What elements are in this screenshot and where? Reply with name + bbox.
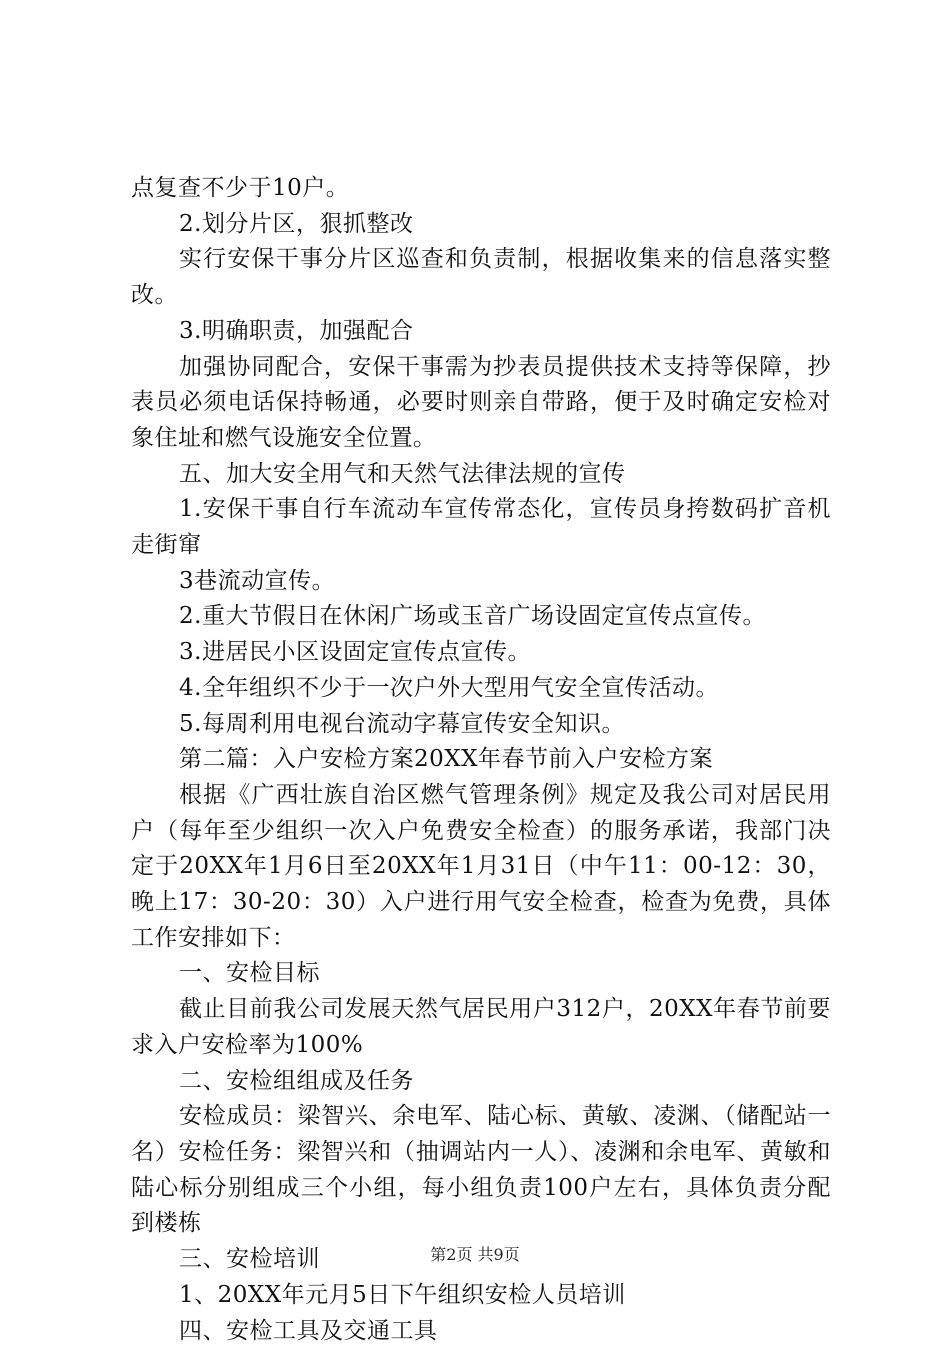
body-paragraph: 三、安检培训 [131, 1242, 831, 1278]
body-paragraph: 根据《广西壮族自治区燃气管理条例》规定及我公司对居民用户（每年至少组织一次入户免费安全检查）的服务承诺，我部门决定于20XX年1月6日至20XX年1月31日（中午11：00-12：30，晚上17：30-20：30）入户进行用气安全检查，检查为免费，具体工作安排如下： [131, 778, 831, 957]
body-paragraph: 二、安检组组成及任务 [131, 1064, 831, 1100]
body-paragraph: 五、加大安全用气和天然气法律法规的宣传 [131, 457, 831, 493]
body-paragraph: 3巷流动宣传。 [131, 564, 831, 600]
body-paragraph: 2.重大节假日在休闲广场或玉音广场设固定宣传点宣传。 [131, 599, 831, 635]
body-paragraph: 3.明确职责，加强配合 [131, 314, 831, 350]
body-paragraph: 5.每周利用电视台流动字幕宣传安全知识。 [131, 707, 831, 743]
body-paragraph: 1、20XX年元月5日下午组织安检人员培训 [131, 1278, 831, 1314]
body-paragraph: 加强协同配合，安保干事需为抄表员提供技术支持等保障，抄表员必须电话保持畅通，必要时则亲自带路，便于及时确定安检对象住址和燃气设施安全位置。 [131, 350, 831, 457]
page-footer: 第2页 共9页 [0, 1242, 950, 1265]
body-paragraph: 1.安保干事自行车流动车宣传常态化，宣传员身挎数码扩音机走街窜 [131, 492, 831, 563]
body-paragraph: 3.进居民小区设固定宣传点宣传。 [131, 635, 831, 671]
body-paragraph: 一、安检目标 [131, 956, 831, 992]
body-paragraph: 第二篇：入户安检方案20XX年春节前入户安检方案 [131, 742, 831, 778]
body-paragraph: 2.划分片区，狠抓整改 [131, 207, 831, 243]
document-body [131, 171, 831, 1349]
body-paragraph: 点复查不少于10户。 [131, 171, 831, 207]
body-paragraph: 4.全年组织不少于一次户外大型用气安全宣传活动。 [131, 671, 831, 707]
body-paragraph: 实行安保干事分片区巡查和负责制，根据收集来的信息落实整改。 [131, 242, 831, 313]
body-paragraph: 安检成员：梁智兴、余电军、陆心标、黄敏、凌渊、（储配站一名）安检任务：梁智兴和（抽调站内一人）、凌渊和余电军、黄敏和陆心标分别组成三个小组，每小组负责100户左右，具体负责分配到楼栋 [131, 1099, 831, 1242]
body-paragraph: 四、安检工具及交通工具 [131, 1314, 831, 1349]
body-paragraph: 截止目前我公司发展天然气居民用户312户，20XX年春节前要求入户安检率为100% [131, 992, 831, 1063]
